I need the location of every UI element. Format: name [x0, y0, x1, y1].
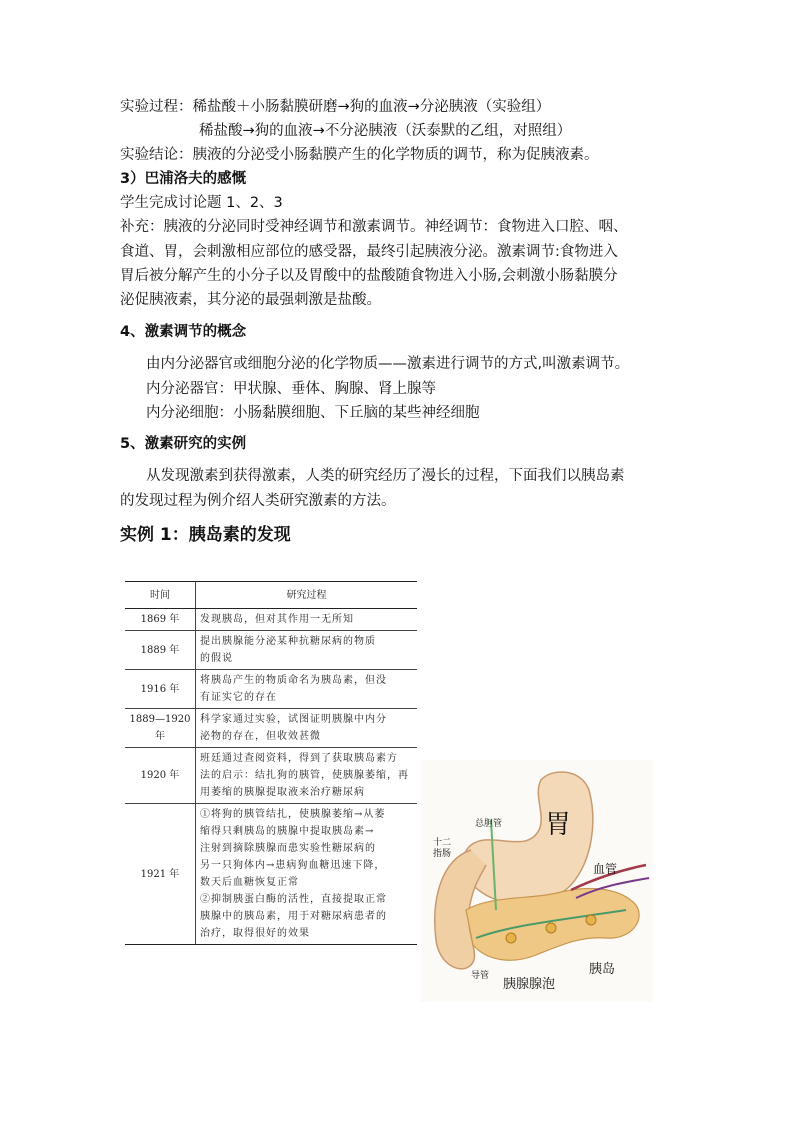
row-description-line: 治疗，取得很好的效果	[200, 928, 310, 939]
row-description-line: 的假说	[200, 653, 233, 664]
row-description	[196, 670, 418, 709]
insulin-history-table	[125, 581, 417, 945]
supplement-line2: 食道、胃，会刺激相应部位的感受器，最终引起胰液分泌。激素调节:食物进入	[120, 244, 618, 260]
label-vessel: 血管	[593, 862, 618, 876]
row-year: 1889 年	[125, 631, 196, 670]
row-description-line: 法的启示：结扎狗的胰管，使胰腺萎缩，再	[200, 770, 409, 781]
endocrine-cells: 内分泌细胞：小肠黏膜细胞、下丘脑的某些神经细胞	[146, 405, 480, 421]
label-duct: 导管	[471, 971, 490, 981]
row-description-line: 将胰岛产生的物质命名为胰岛素，但没	[200, 675, 387, 686]
row-description	[196, 709, 418, 748]
table-row	[125, 709, 417, 748]
table-row	[125, 748, 417, 804]
row-description-line: 缩得只剩胰岛的胰腺中提取胰岛素→	[200, 826, 375, 837]
row-description-line: 泌物的存在，但收效甚微	[200, 731, 321, 742]
row-year: 1916 年	[125, 670, 196, 709]
row-description-line: 班廷通过查阅资料，得到了获取胰岛素方	[200, 753, 398, 764]
row-year: 1869 年	[125, 609, 196, 631]
row-description-line: 发现胰岛，但对其作用一无所知	[200, 614, 354, 625]
row-description-line: 科学家通过实验，试图证明胰腺中内分	[200, 714, 387, 725]
experiment-process-line2: 稀盐酸→狗的血液→不分泌胰液（沃泰默的乙组，对照组）	[199, 123, 572, 139]
row-year: 1921 年	[125, 804, 196, 945]
experiment-conclusion: 实验结论：胰液的分泌受小肠黏膜产生的化学物质的调节，称为促胰液素。	[120, 147, 599, 163]
example-heading: 实例 1：胰岛素的发现	[120, 525, 291, 545]
label-islet: 胰岛	[589, 962, 616, 977]
supplement-line4: 泌促胰液素，其分泌的最强刺激是盐酸。	[120, 292, 381, 308]
label-duodenum: 十二指肠	[433, 838, 452, 859]
table-row	[125, 631, 417, 670]
student-task: 学生完成讨论题 1、2、3	[120, 195, 283, 211]
table-header-row	[125, 582, 417, 609]
row-description-line: 胰腺中的胰岛素，用于对糖尿病患者的	[200, 911, 387, 922]
table-row	[125, 804, 417, 945]
label-stomach: 胃	[545, 810, 572, 840]
label-bile-duct: 总胆管	[475, 819, 503, 829]
section-heading-3: 3）巴浦洛夫的感慨	[120, 171, 247, 187]
definition-line: 由内分泌器官或细胞分泌的化学物质——激素进行调节的方式,叫激素调节。	[146, 356, 630, 372]
row-description-line: ①将狗的胰管结扎，使胰腺萎缩→从萎	[200, 809, 386, 820]
row-year: 1889—1920 年	[125, 709, 196, 748]
label-acinus: 胰腺腺泡	[503, 977, 556, 992]
pancreas-illustration	[421, 760, 653, 1002]
endocrine-organs: 内分泌器官：甲状腺、垂体、胸腺、肾上腺等	[146, 381, 436, 397]
row-description	[196, 804, 418, 945]
row-description-line: 另一只狗体内→患病狗血糖迅速下降，	[200, 860, 386, 871]
example-intro-line1: 从发现激素到获得激素，人类的研究经历了漫长的过程，下面我们以胰岛素	[146, 468, 625, 484]
supplement-line1: 补充：胰液的分泌同时受神经调节和激素调节。神经调节：食物进入口腔、咽、	[120, 219, 628, 235]
row-description	[196, 748, 418, 804]
table-row	[125, 609, 417, 631]
header-process: 研究过程	[196, 582, 418, 609]
row-description	[196, 609, 418, 631]
row-description-line: 数天后血糖恢复正常	[200, 877, 299, 888]
section-heading-5: 5、激素研究的实例	[120, 436, 247, 452]
pancreas-diagram	[421, 760, 653, 1002]
row-description-line: 提出胰腺能分泌某种抗糖尿病的物质	[200, 636, 376, 647]
supplement-line3: 胃后被分解产生的小分子以及胃酸中的盐酸随食物进入小肠,会刺激小肠黏膜分	[120, 268, 618, 284]
table-row	[125, 670, 417, 709]
section-heading-4: 4、激素调节的概念	[120, 324, 247, 340]
row-description-line: 有证实它的存在	[200, 692, 277, 703]
header-time: 时间	[125, 582, 196, 609]
experiment-process-line1: 实验过程：稀盐酸＋小肠黏膜研磨→狗的血液→分泌胰液（实验组）	[120, 99, 551, 115]
row-description	[196, 631, 418, 670]
row-description-line: 用萎缩的胰腺提取液来治疗糖尿病	[200, 787, 365, 798]
row-description-line: 注射到摘除胰腺而患实验性糖尿病的	[200, 843, 376, 854]
example-intro-line2: 的发现过程为例介绍人类研究激素的方法。	[120, 493, 396, 509]
row-year: 1920 年	[125, 748, 196, 804]
row-description-line: ②抑制胰蛋白酶的活性，直接提取正常	[200, 894, 387, 905]
